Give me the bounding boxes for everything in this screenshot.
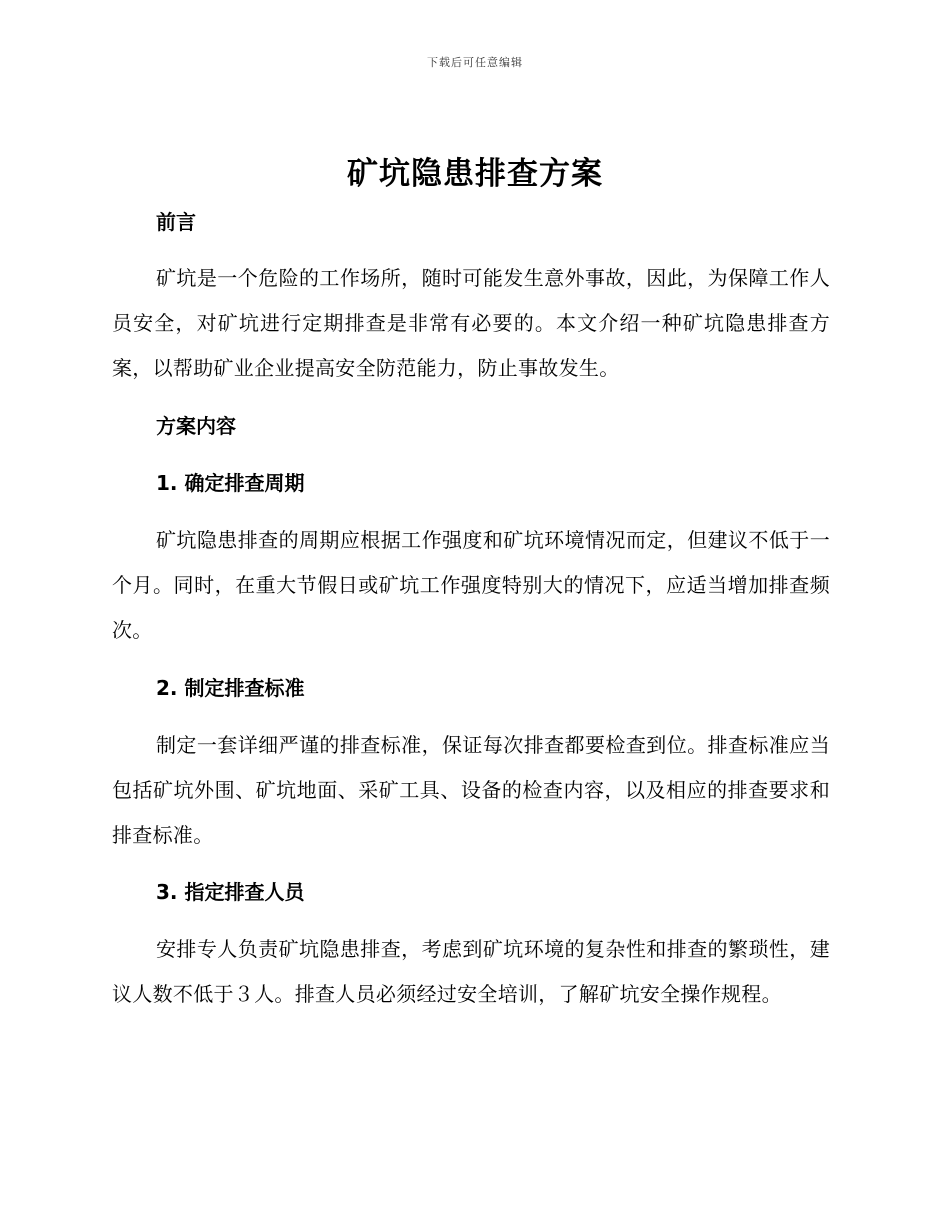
heading-preface: 前言 <box>156 210 196 234</box>
paragraph-step-3: 安排专人负责矿坑隐患排查，考虑到矿坑环境的复杂性和排查的繁琐性，建议人数不低于３人。排查人员必须经过安全培训，了解矿坑安全操作规程。 <box>112 937 830 1006</box>
heading-step-1: 1. 确定排查周期 <box>156 471 305 495</box>
paragraph-step-2: 制定一套详细严谨的排查标准，保证每次排查都要检查到位。排查标准应当包括矿坑外围、矿坑地面、采矿工具、设备的检查内容，以及相应的排查要求和排查标准。 <box>112 733 830 847</box>
heading-step-3: 3. 指定排查人员 <box>156 880 305 904</box>
header-note: 下载后可任意编辑 <box>427 56 523 69</box>
heading-step-2: 2. 制定排查标准 <box>156 676 305 700</box>
document-title: 矿坑隐患排查方案 <box>347 156 603 192</box>
heading-plan-content: 方案内容 <box>156 414 236 438</box>
paragraph-preface: 矿坑是一个危险的工作场所，随时可能发生意外事故，因此，为保障工作人员安全，对矿坑进行定期排查是非常有必要的。本文介绍一种矿坑隐患排查方案，以帮助矿业企业提高安全防范能力，防止事故发生。 <box>112 266 830 380</box>
paragraph-step-1: 矿坑隐患排查的周期应根据工作强度和矿坑环境情况而定，但建议不低于一个月。同时，在重大节假日或矿坑工作强度特别大的情况下，应适当增加排查频次。 <box>112 528 830 642</box>
document-body <box>112 0 830 1230</box>
